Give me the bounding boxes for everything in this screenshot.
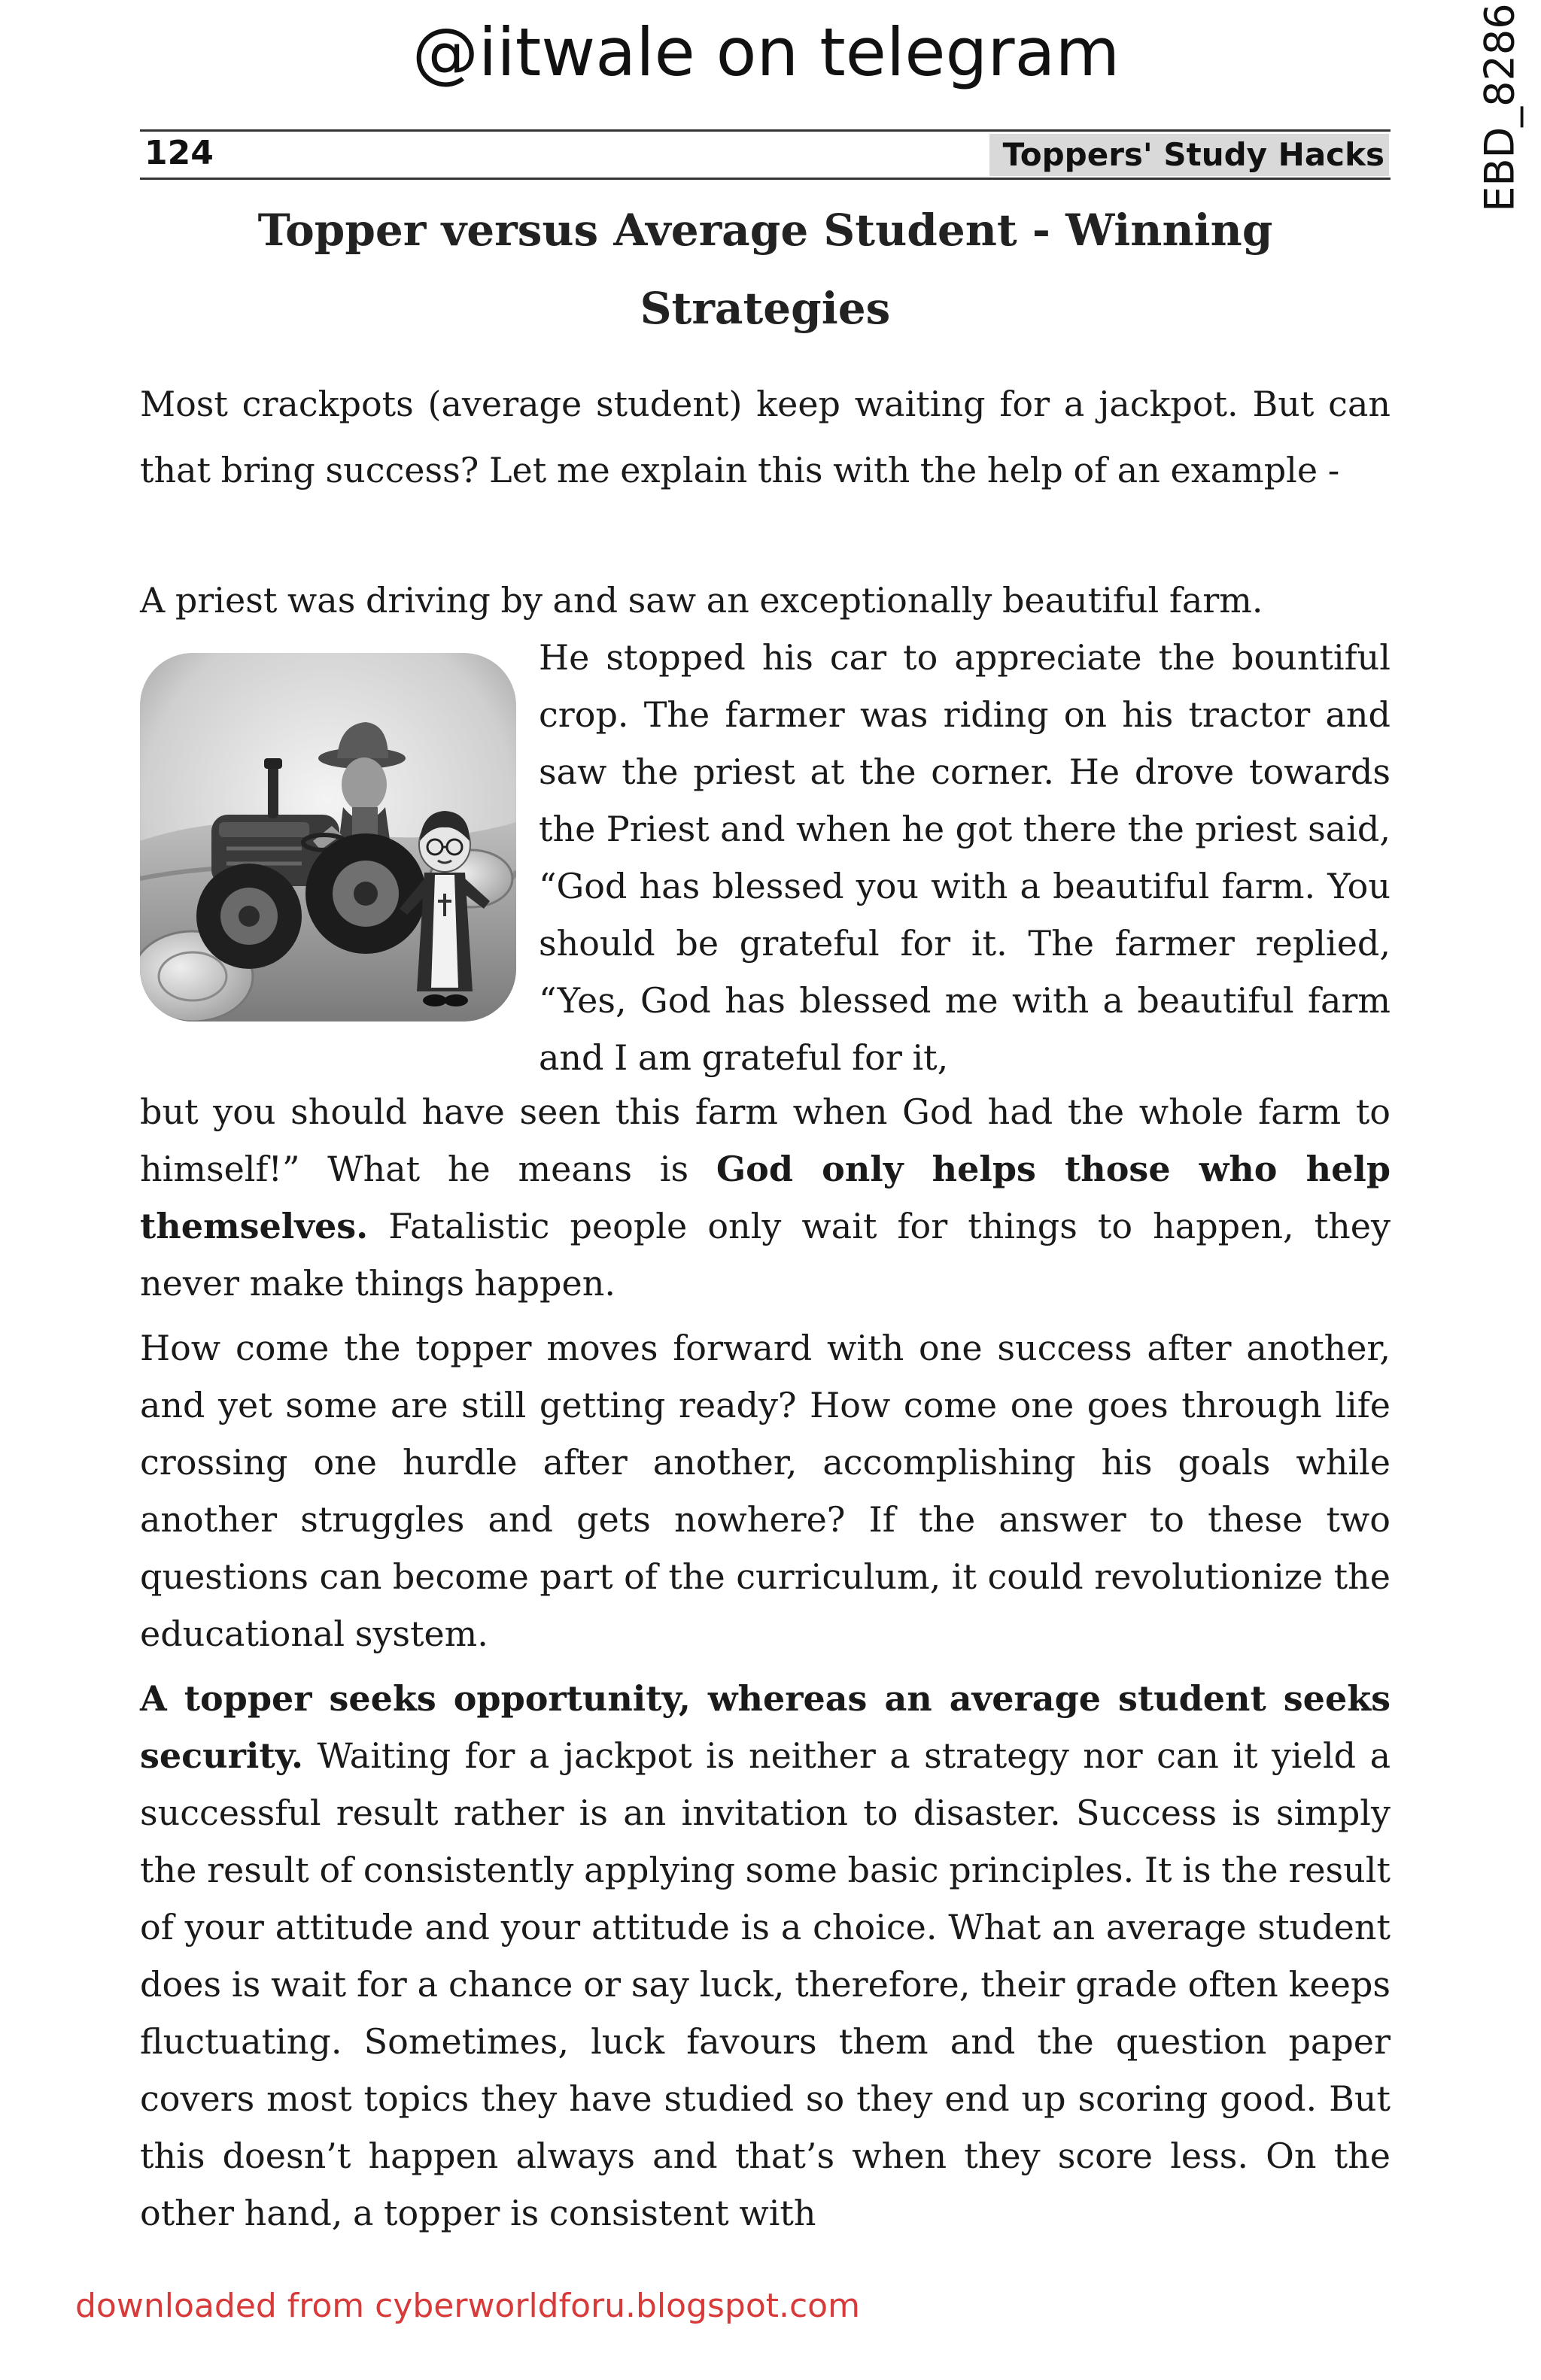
opportunity-security-bold: A topper seeks opportunity, whereas an average student seeks security. xyxy=(140,1678,1391,1776)
page-number: 124 xyxy=(144,134,214,172)
story-ending-text: but you should have seen this farm when God had the whole farm to himself!” What he means is xyxy=(140,1091,1391,1189)
opportunity-security-text: Waiting for a jackpot is neither a strategy nor can it yield a successful result rather is an invitation to disaster. Success is simply the result of consistently applying some basic principles. It is the result of your attitude and your attitude is a choice. What an average student does is wait for a chance or say luck, therefore, their grade often keeps fluctuating. Sometimes, luck favours them and the question paper covers most topics they have studied so they end up scoring good. But this doesn’t happen always and that’s when they score less. On the other hand, a topper is consistent with xyxy=(140,1735,1391,2233)
header-rule-bottom xyxy=(140,178,1391,180)
chapter-title: Topper versus Average Student - Winning Strategies xyxy=(257,205,1273,334)
paragraph-topper-questions: How come the topper moves forward with one success after another, and yet some are still getting ready? How come one goes through life crossing one hurdle after another, accomplishing his goals while another struggles and gets nowhere? If the answer to these two questions can become part of the curriculum, it could revolutionize the educational system. xyxy=(140,1328,1391,1654)
story-ending-continued: Fatalistic people only wait for things to happen, they never make things happen. xyxy=(140,1206,1391,1304)
illustration-svg xyxy=(140,653,516,1022)
running-head: Toppers' Study Hacks xyxy=(989,134,1389,176)
paragraph-story-ending xyxy=(140,1083,1391,1312)
side-code xyxy=(1464,3,1535,212)
paragraph-story-first-line: A priest was driving by and saw an exceptionally beautiful farm. xyxy=(140,580,1263,621)
header-rule-top xyxy=(140,129,1391,132)
paragraph-story-wrapped: He stopped his car to appreciate the bountiful crop. The farmer was riding on his tractor and saw the priest at the corner. He drove towards the Priest and when he got there the priest said, “God has blessed you with a beautiful farm. You should be grateful for it. The farmer replied, “Yes, God has blessed me with a beautiful farm and I am grateful for it, xyxy=(539,637,1391,1078)
farmer-tractor-priest-illustration xyxy=(140,653,516,1022)
download-credit: downloaded from cyberworldforu.blogspot.com xyxy=(75,2287,860,2325)
paragraph-opportunity-security xyxy=(140,1670,1391,2242)
telegram-watermark: @iitwale on telegram xyxy=(412,14,1120,91)
story-moral-bold: God only helps those who help themselves. xyxy=(140,1149,1391,1246)
side-code-text: EBD_8286 xyxy=(1476,3,1524,212)
paragraph-intro: Most crackpots (average student) keep waiting for a jackpot. But can that bring success? Let me explain this with the help of an example - xyxy=(140,384,1391,490)
